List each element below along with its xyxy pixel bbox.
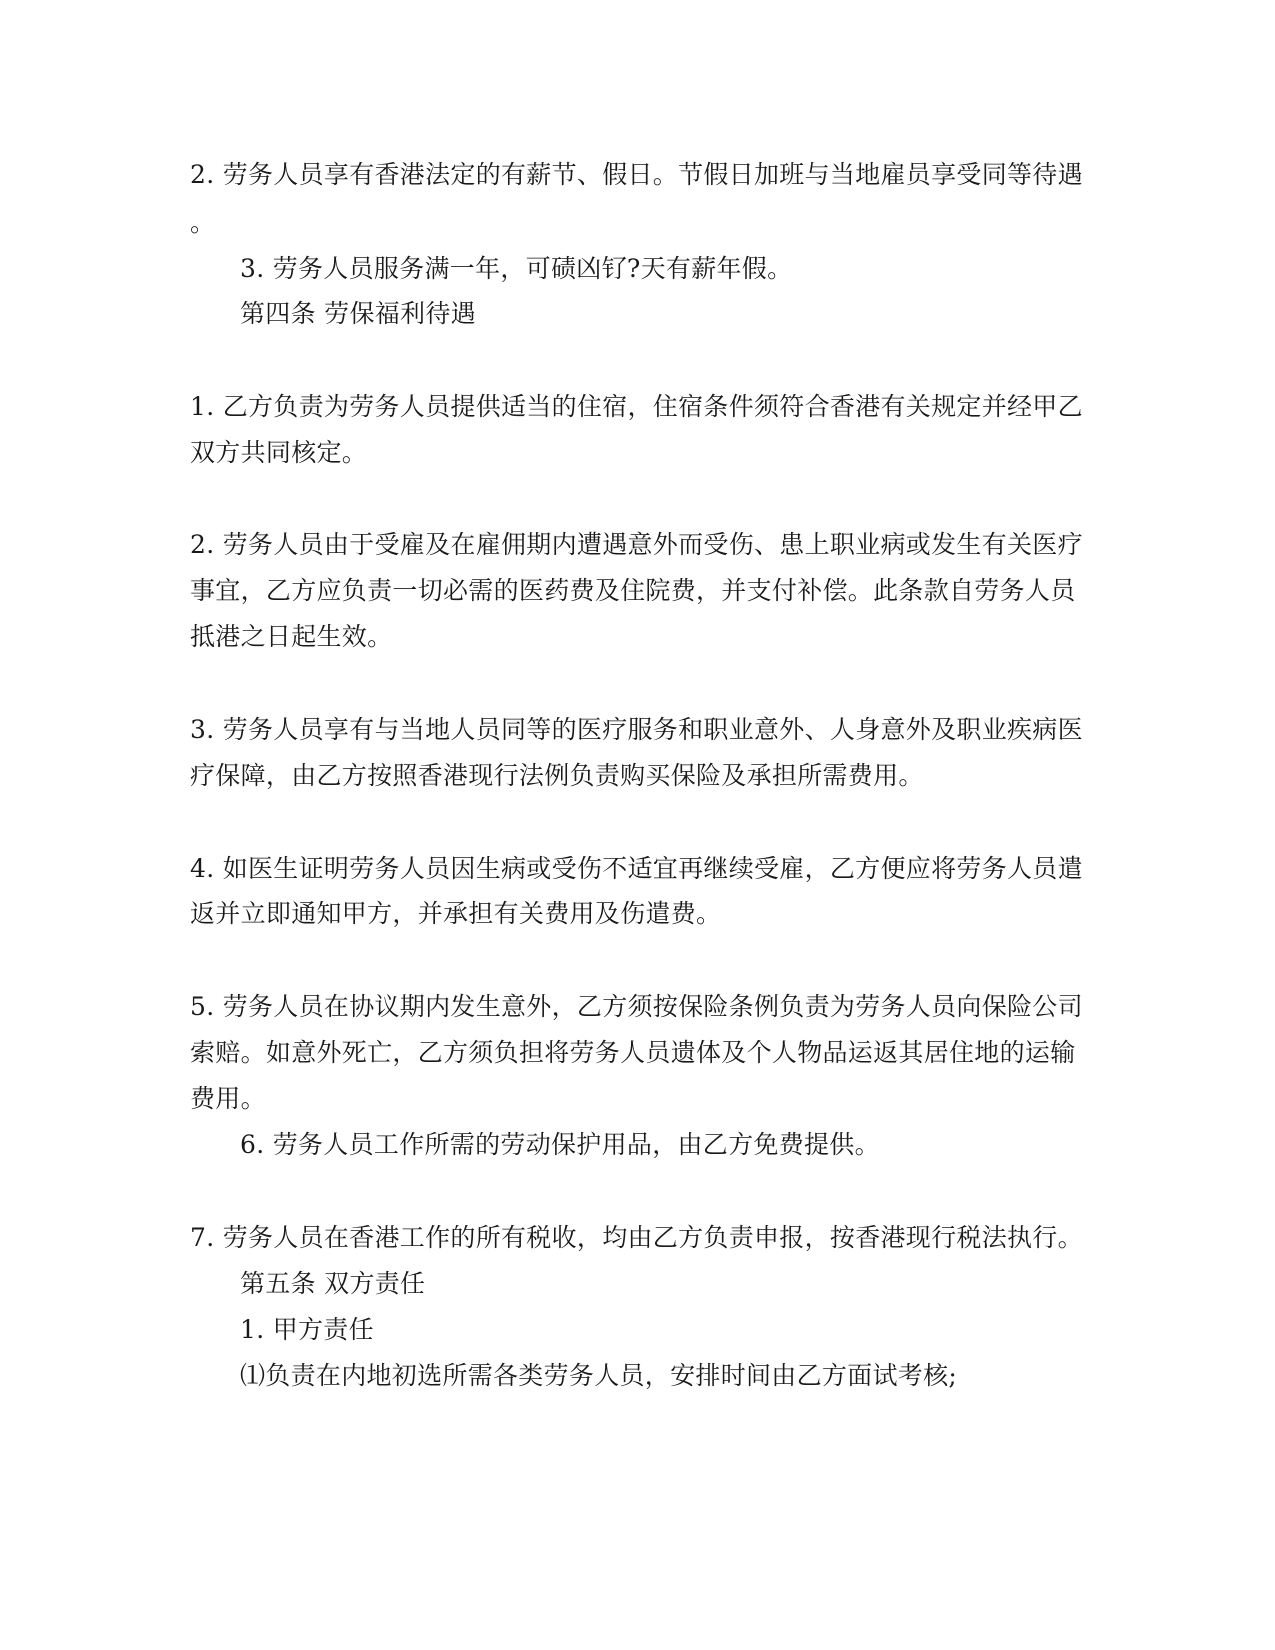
text-line: 2. 劳务人员享有香港法定的有薪节、假日。节假日加班与当地雇员享受同等待遇 bbox=[190, 160, 1083, 189]
text-line: 4. 如医生证明劳务人员因生病或受伤不适宜再继续受雇，乙方便应将劳务人员遣 bbox=[190, 854, 1083, 883]
section-heading: 第四条 劳保福利待遇 bbox=[240, 299, 476, 328]
text-line: 6. 劳务人员工作所需的劳动保护用品，由乙方免费提供。 bbox=[240, 1130, 880, 1159]
text-line: 抵港之日起生效。 bbox=[190, 622, 393, 651]
text-line: 疗保障，由乙方按照香港现行法例负责购买保险及承担所需费用。 bbox=[190, 761, 924, 790]
text-line: 3. 劳务人员服务满一年，可碛凶钌?天有薪年假。 bbox=[240, 254, 793, 283]
text-line: 3. 劳务人员享有与当地人员同等的医疗服务和职业意外、人身意外及职业疾病医 bbox=[190, 715, 1083, 744]
text-line: 5. 劳务人员在协议期内发生意外，乙方须按保险条例负责为劳务人员向保险公司 bbox=[190, 992, 1083, 1021]
text-line: 1. 乙方负责为劳务人员提供适当的住宿，住宿条件须符合香港有关规定并经甲乙 bbox=[190, 392, 1083, 421]
text-line: 事宜，乙方应负责一切必需的医药费及住院费，并支付补偿。此条款自劳务人员 bbox=[190, 576, 1076, 605]
text-line: 。 bbox=[190, 208, 216, 237]
section-heading: 第五条 双方责任 bbox=[240, 1269, 426, 1298]
text-line: 7. 劳务人员在香港工作的所有税收，均由乙方负责申报，按香港现行税法执行。 bbox=[190, 1223, 1083, 1252]
text-line: 2. 劳务人员由于受雇及在雇佣期内遭遇意外而受伤、患上职业病或发生有关医疗 bbox=[190, 530, 1083, 559]
text-line: 索赔。如意外死亡，乙方须负担将劳务人员遗体及个人物品运返其居住地的运输 bbox=[190, 1038, 1076, 1067]
text-line: ⑴负责在内地初选所需各类劳务人员，安排时间由乙方面试考核; bbox=[240, 1361, 958, 1390]
text-line: 双方共同核定。 bbox=[190, 438, 368, 467]
text-line: 1. 甲方责任 bbox=[240, 1315, 374, 1344]
text-line: 返并立即通知甲方，并承担有关费用及伤遣费。 bbox=[190, 899, 722, 928]
text-line: 费用。 bbox=[190, 1084, 266, 1113]
